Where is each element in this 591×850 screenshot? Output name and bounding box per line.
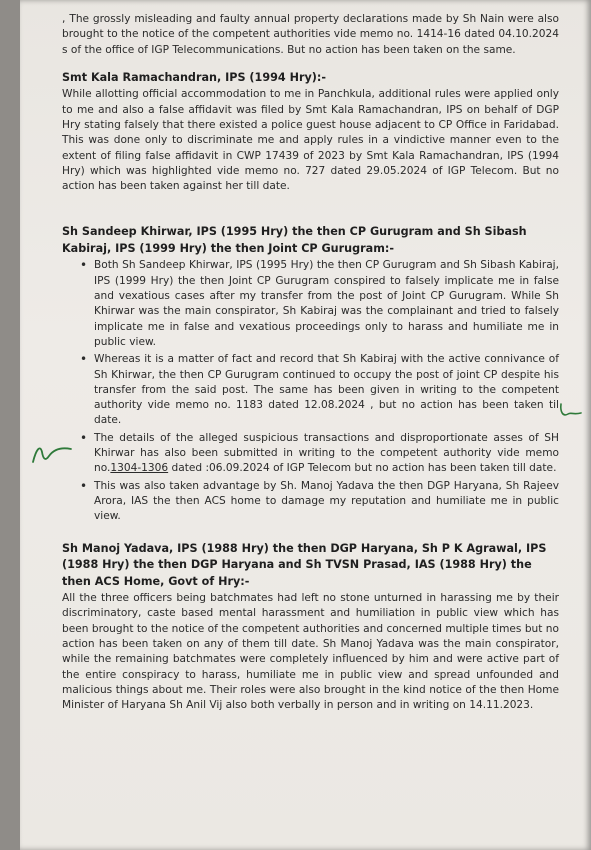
bullet-glyph: • [80, 352, 88, 367]
list-item-text: This was also taken advantage by Sh. Manoj Yadava the then DGP Haryana, Sh Rajeev Arora, IAS the then ACS home to damage my reputation and humiliate me in public view. [94, 479, 559, 523]
intro-text: The grossly misleading and faulty annual property declarations made by Sh Nain were also brought to the notice of the competent authorities vide memo no. 1414-16 dated 04.10.2024 s of the office of IGP Telecommunications. But no action has been taken on the same. [62, 13, 559, 56]
section-heading-kala-ramachandran: Smt Kala Ramachandran, IPS (1994 Hry):- [62, 70, 326, 84]
bullet-glyph: • [80, 258, 88, 273]
handwritten-check-mark-icon [30, 440, 74, 470]
section-heading-khirwar-kabiraj: Sh Sandeep Khirwar, IPS (1995 Hry) the then CP Gurugram and Sh Sibash Kabiraj, IPS (1999 Hry) the then Joint CP Gurugram:- [62, 225, 527, 255]
list-item-text: Both Sh Sandeep Khirwar, IPS (1995 Hry) the then CP Gurugram and Sh Sibash Kabiraj, IPS (1999 Hry) the then Joint CP Gurugram conspired to falsely implicate me in false and vexatious cases after my transfer from the post of Joint CP Gurugram. While Sh Khirwar was the main conspirator, Sh Kabiraj was the complainant and tried to falsely implicate me in false and vexatious proceedings only to harass and humiliate me in public view. [94, 259, 559, 348]
document-body [62, 6, 559, 713]
list-item-text: Whereas it is a matter of fact and record that Sh Kabiraj with the active connivance of Sh Khirwar, the then CP Gurugram continued to occupy the post of joint CP despite his transfer from the said post. The same has been given in writing to the competent authority vide memo no. 1183 dated 12.08.2024 , but no action has been taken til date. [94, 353, 559, 427]
list-item [80, 258, 559, 350]
bullet-list-khirwar-kabiraj [62, 258, 559, 524]
handwritten-tick-mark-icon [558, 400, 584, 422]
list-item-text-after: dated :06.09.2024 of IGP Telecom but no action has been taken till date. [168, 462, 557, 475]
list-item [80, 352, 559, 428]
memo-number-underlined: 1304-1306 [110, 462, 169, 475]
section-text-yadava-agrawal-prasad: All the three officers being batchmates had left no stone unturned in harassing me by their discriminatory, caste based mental harassment and humiliation in public view which has been brought to the notice of the competent authorities and concerned multiple times but no action has been taken on any of them till date. Sh Manoj Yadava was the main conspirator, while the remaining batchmates were completely influenced by him and were active part of the entire conspiracy to harass, humiliate me in public view and spread unfounded and malicious things about me. Their roles were also brought in the kind notice of the then Home Minister of Haryana Sh Anil Vij also both verbally in person and in writing on 14.11.2023. [62, 592, 559, 712]
intro-paragraph [62, 12, 559, 58]
bullet-glyph: • [80, 430, 88, 445]
intro-bullet: , [62, 13, 66, 25]
bullet-glyph: • [80, 478, 88, 493]
list-item-text-before: The details of the alleged suspicious transactions and disproportionate asses of SH Khirwar has also been submitted in writing to the competent authority vide memo no. [94, 431, 559, 475]
section-heading-yadava-agrawal-prasad: Sh Manoj Yadava, IPS (1988 Hry) the then DGP Haryana, Sh P K Agrawal, IPS (1988 Hry) the then DGP Haryana and Sh TVSN Prasad, IAS (1988 Hry) the then ACS Home, Govt of Hry:- [62, 541, 547, 588]
list-item [80, 478, 559, 525]
section-text-kala-ramachandran: While allotting official accommodation to me in Panchkula, additional rules were applied only to me and also a false affidavit was filed by Smt Kala Ramachandran, IPS on behalf of DGP Hry stating falsely that there existed a police guest house adjacent to CP Office in Faridabad. This was done only to discriminate me and apply rules in a vindictive manner even to the extent of filing false affidavit in CWP 17439 of 2023 by Smt Kala Ramachandran, IPS (1994 Hry) which was highlighted vide memo no. 727 dated 29.05.2024 of IGP Telecom. But no action has been taken against her till date. [62, 88, 559, 193]
list-item [80, 430, 559, 477]
